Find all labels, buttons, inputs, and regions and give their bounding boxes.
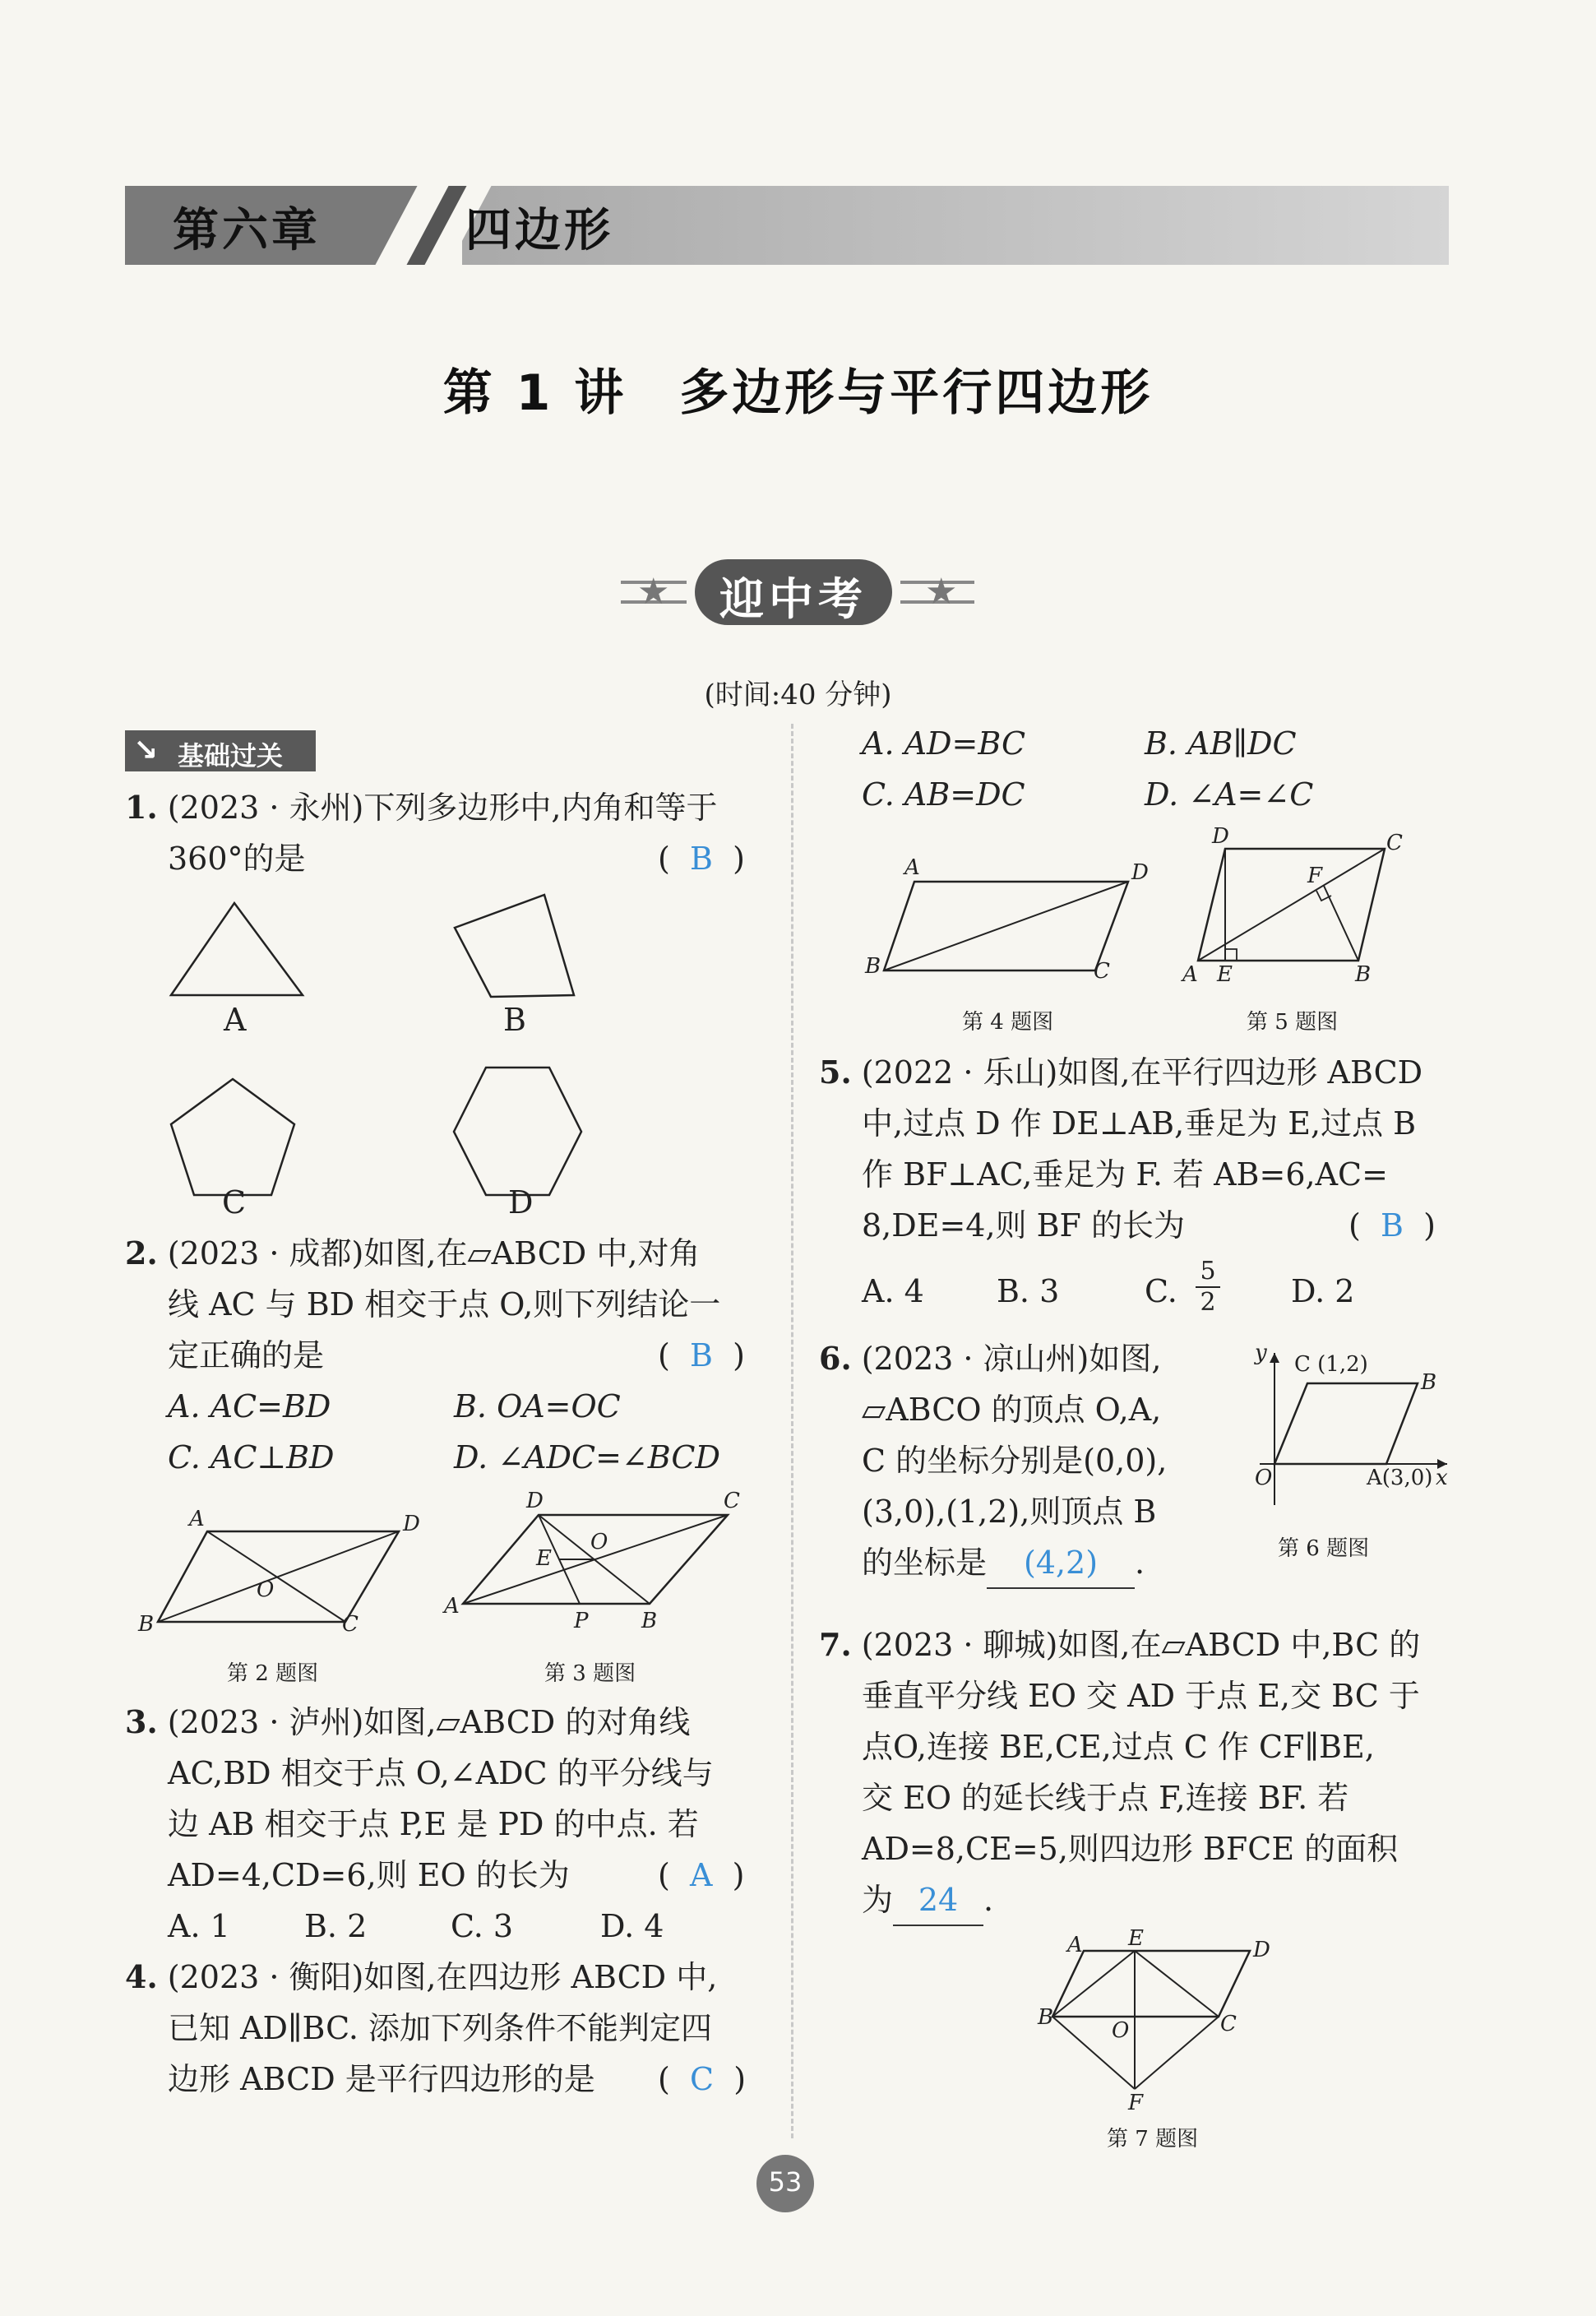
basics-label: 基础过关	[178, 740, 284, 771]
q4-line3: 边形 ABCD 是平行四边形的是	[168, 2061, 595, 2097]
period: .	[983, 1882, 994, 1918]
period: .	[1135, 1545, 1145, 1581]
label-f: F	[1307, 864, 1323, 888]
q4-option-b: B. AB∥DC	[1145, 725, 1297, 762]
label-y: y	[1255, 1341, 1267, 1365]
q2-line3: 定正确的是	[168, 1337, 325, 1373]
q1-text1: (2023 · 永州)下列多边形中,内角和等于	[167, 790, 718, 826]
q3-option-d: D. 4	[600, 1908, 664, 1944]
q5-text1: (2022 · 乐山)如图,在平行四边形 ABCD	[861, 1054, 1423, 1091]
q5-option-a: A. 4	[862, 1273, 924, 1309]
q3-line3: 边 AB 相交于点 P,E 是 PD 的中点. 若	[168, 1806, 699, 1842]
q1-option-b: B	[503, 1002, 526, 1038]
label-d: D	[1212, 824, 1229, 849]
arrow-icon: ↘	[133, 734, 159, 767]
q6-number: 6.	[819, 1340, 852, 1377]
q2-text1: (2023 · 成都)如图,在▱ABCD 中,对角	[167, 1235, 701, 1271]
q6-figure-caption: 第 6 题图	[1278, 1536, 1370, 1561]
q4-figure-caption: 第 4 题图	[962, 1010, 1054, 1035]
q5-answer-bracket: ( B )	[1349, 1207, 1436, 1244]
chapter-number: 第六章	[173, 204, 321, 257]
bracket-close: )	[733, 841, 745, 877]
label-b: B	[138, 1612, 155, 1637]
q4-number: 4.	[125, 1958, 158, 1995]
q6-answer: (4,2)	[987, 1538, 1135, 1589]
q1-answer: B	[690, 841, 713, 877]
label-o: O	[1255, 1466, 1273, 1490]
q4-option-a: A. AD=BC	[862, 725, 1026, 762]
q3-answer-bracket: ( A )	[658, 1857, 745, 1893]
fraction-denominator: 2	[1200, 1288, 1216, 1317]
q2-answer-bracket: ( B )	[658, 1337, 745, 1373]
q3-number: 3.	[125, 1703, 158, 1740]
page-number: 53	[768, 2166, 803, 2198]
chapter-name: 四边形	[465, 204, 613, 257]
q3-line2: AC,BD 相交于点 O,∠ADC 的平分线与	[168, 1755, 714, 1791]
q2-figure-caption: 第 2 题图	[227, 1661, 319, 1686]
label-b: B	[1038, 2005, 1054, 2030]
label-c: C	[1094, 959, 1110, 984]
label-e: E	[1128, 1926, 1144, 1951]
q2-answer: B	[689, 1337, 713, 1373]
q7-line2: 垂直平分线 EO 交 AD 于点 E,交 BC 于	[862, 1678, 1420, 1714]
label-o: O	[257, 1577, 275, 1602]
lecture-title: 第 1 讲 多边形与平行四边形	[442, 364, 1154, 422]
q6-text5: 的坐标是	[862, 1545, 988, 1581]
q6-line3: C 的坐标分别是(0,0),	[862, 1443, 1168, 1479]
label-c-coord: C (1,2)	[1294, 1352, 1368, 1377]
fraction-numerator: 5	[1196, 1257, 1220, 1288]
q7-line3: 点O,连接 BE,CE,过点 C 作 CF∥BE,	[862, 1729, 1375, 1765]
label-a: A	[904, 855, 920, 880]
q3-figure-caption: 第 3 题图	[544, 1661, 636, 1686]
star-icon: ★	[637, 571, 670, 613]
q3-answer: A	[689, 1857, 713, 1893]
q2-option-c: C. AC⊥BD	[168, 1439, 335, 1475]
label-b: B	[865, 954, 881, 979]
q2-line2: 线 AC 与 BD 相交于点 O,则下列结论一	[168, 1286, 721, 1322]
label-d: D	[526, 1489, 544, 1513]
label-c: C	[342, 1612, 359, 1637]
q4-answer-bracket: ( C )	[658, 2061, 747, 2097]
label-c: C	[1386, 831, 1403, 855]
label-e: E	[536, 1546, 552, 1571]
q6-text1: (2023 · 凉山州)如图,	[861, 1341, 1162, 1377]
label-a: A	[444, 1594, 460, 1619]
q3-line4: AD=4,CD=6,则 EO 的长为	[168, 1857, 570, 1893]
q3-option-c: C. 3	[451, 1908, 514, 1944]
q1-line2: 360°的是	[168, 841, 306, 877]
label-a: A	[1067, 1933, 1083, 1957]
label-b: B	[641, 1609, 658, 1633]
q7-line4: 交 EO 的延长线于点 F,连接 BF. 若	[862, 1780, 1349, 1816]
label-p: P	[574, 1609, 589, 1633]
q3-text1: (2023 · 泸州)如图,▱ABCD 的对角线	[167, 1704, 691, 1740]
label-d: D	[1131, 860, 1149, 885]
label-c: C	[724, 1489, 740, 1513]
q4-answer: C	[689, 2061, 715, 2097]
label-d: D	[403, 1512, 420, 1536]
badge-text: 迎中考	[719, 573, 867, 625]
q7-answer: 24	[893, 1875, 983, 1926]
q5-line3: 作 BF⊥AC,垂足为 F. 若 AB=6,AC=	[862, 1156, 1388, 1193]
label-a: A	[1182, 962, 1198, 987]
q4-line2: 已知 AD∥BC. 添加下列条件不能判定四	[168, 2010, 713, 2046]
q5-option-c: C.	[1145, 1273, 1177, 1309]
q3-option-b: B. 2	[304, 1908, 368, 1944]
label-a: A	[189, 1507, 205, 1531]
q5-line4: 8,DE=4,则 BF 的长为	[862, 1207, 1186, 1244]
q7-text1: (2023 · 聊城)如图,在▱ABCD 中,BC 的	[861, 1627, 1421, 1663]
label-o: O	[1112, 2018, 1130, 2043]
q2-number: 2.	[125, 1234, 158, 1271]
q1-option-a: A	[224, 1002, 247, 1038]
label-b: B	[1355, 962, 1372, 987]
q5-figure-caption: 第 5 题图	[1247, 1010, 1339, 1035]
q7-figure-caption: 第 7 题图	[1107, 2127, 1199, 2152]
label-e: E	[1217, 962, 1233, 987]
label-a-coord: A(3,0)	[1367, 1466, 1433, 1490]
q2-option-d: D. ∠ADC=∠BCD	[454, 1439, 720, 1475]
q4-option-c: C. AB=DC	[862, 776, 1025, 813]
q5-option-b: B. 3	[997, 1273, 1060, 1309]
q7-line5: AD=8,CE=5,则四边形 BFCE 的面积	[862, 1831, 1399, 1867]
label-x: x	[1436, 1466, 1448, 1490]
q4-option-d: D. ∠A=∠C	[1145, 776, 1314, 813]
q5-number: 5.	[819, 1054, 852, 1091]
q7-text6: 为	[862, 1882, 894, 1918]
bracket-open: (	[658, 841, 670, 877]
q1-option-d: D	[508, 1184, 534, 1221]
q1-option-c: C	[222, 1184, 247, 1221]
q5-answer: B	[1380, 1207, 1404, 1244]
label-d: D	[1253, 1938, 1270, 1962]
time-note: (时间:40 分钟)	[704, 679, 892, 711]
q5-line2: 中,过点 D 作 DE⊥AB,垂足为 E,过点 B	[862, 1105, 1417, 1142]
q6-line4: (3,0),(1,2),则顶点 B	[862, 1494, 1157, 1530]
q2-option-a: A. AC=BD	[168, 1388, 331, 1424]
q4-text1: (2023 · 衡阳)如图,在四边形 ABCD 中,	[167, 1959, 718, 1995]
q2-option-b: B. OA=OC	[454, 1388, 621, 1424]
star-icon: ★	[925, 571, 958, 613]
page-number-badge	[756, 2155, 814, 2212]
q3-option-a: A. 1	[168, 1908, 230, 1944]
q6-line2: ▱ABCO 的顶点 O,A,	[862, 1392, 1162, 1428]
q7-number: 7.	[819, 1626, 852, 1663]
label-c: C	[1220, 2012, 1237, 2036]
label-b: B	[1421, 1370, 1437, 1395]
q1-number: 1.	[125, 789, 158, 826]
label-o: O	[590, 1530, 608, 1554]
label-f: F	[1128, 2091, 1144, 2115]
q5-option-d: D. 2	[1291, 1273, 1355, 1309]
